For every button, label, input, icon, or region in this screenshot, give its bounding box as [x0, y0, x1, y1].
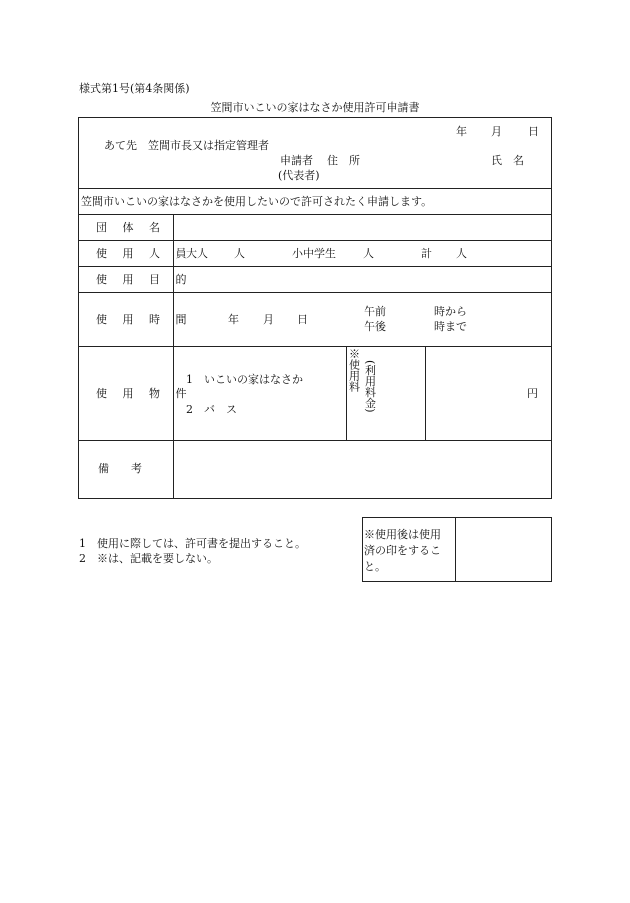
label-remarks: 備 考 — [98, 462, 142, 475]
time-year: 年 — [228, 313, 239, 326]
stamp-note-line2: 済の印をするこ — [364, 544, 441, 557]
applicant-label: 申請者 — [280, 154, 313, 167]
fee-label: ※使用料 — [347, 348, 361, 392]
form-number: 様式第1号(第4条関係) — [79, 82, 190, 95]
representative-label: (代表者) — [278, 169, 320, 182]
label-facility: 使 用 物 件 — [96, 387, 193, 400]
row-divider — [78, 346, 552, 347]
name-label: 氏 名 — [491, 154, 524, 167]
date-month: 月 — [491, 125, 502, 138]
users-student: 小中学生 — [292, 247, 336, 260]
fee-unit: 円 — [527, 387, 538, 400]
row-divider — [78, 214, 552, 215]
users-adult: 大人 — [186, 247, 208, 260]
label-purpose: 使 用 目 的 — [96, 273, 193, 286]
addressee-to: あて先 笠間市長又は指定管理者 — [104, 139, 269, 152]
stamp-divider — [455, 517, 456, 582]
label-users: 使 用 人 員 — [96, 247, 193, 260]
time-day: 日 — [297, 313, 308, 326]
time-am: 午前 — [364, 305, 386, 318]
form-title: 笠間市いこいの家はなさか使用許可申請書 — [210, 101, 420, 114]
users-total-unit: 人 — [456, 247, 467, 260]
fee-label-sub: (利用料金) — [363, 360, 377, 413]
fee-column-divider — [346, 346, 347, 440]
users-total: 計 — [421, 247, 432, 260]
time-month: 月 — [263, 313, 274, 326]
stamp-note-line3: と。 — [364, 560, 386, 573]
users-student-unit: 人 — [363, 247, 374, 260]
time-from: 時から — [434, 305, 467, 318]
row-divider — [78, 266, 552, 267]
row-divider — [78, 292, 552, 293]
date-day: 日 — [528, 125, 539, 138]
facility-item-1: 1 いこいの家はなさか — [186, 373, 303, 386]
users-adult-unit: 人 — [234, 247, 245, 260]
label-time: 使 用 時 間 — [96, 313, 193, 326]
row-divider — [78, 188, 552, 189]
application-statement: 笠間市いこいの家はなさかを使用したいので許可されたく申請します。 — [81, 195, 433, 208]
fee-column-divider — [425, 346, 426, 440]
label-group-name: 団 体 名 — [96, 221, 166, 234]
stamp-note-line1: ※使用後は使用 — [364, 528, 441, 541]
facility-item-2: 2 バ ス — [186, 403, 237, 416]
time-until: 時まで — [434, 320, 467, 333]
row-divider — [78, 240, 552, 241]
note-2: 2 ※は、記載を要しない。 — [79, 552, 218, 565]
time-pm: 午後 — [364, 320, 386, 333]
note-1: 1 使用に際しては、許可書を提出すること。 — [79, 537, 306, 550]
row-divider — [78, 440, 552, 441]
address-label: 住 所 — [327, 154, 360, 167]
date-year: 年 — [456, 125, 467, 138]
